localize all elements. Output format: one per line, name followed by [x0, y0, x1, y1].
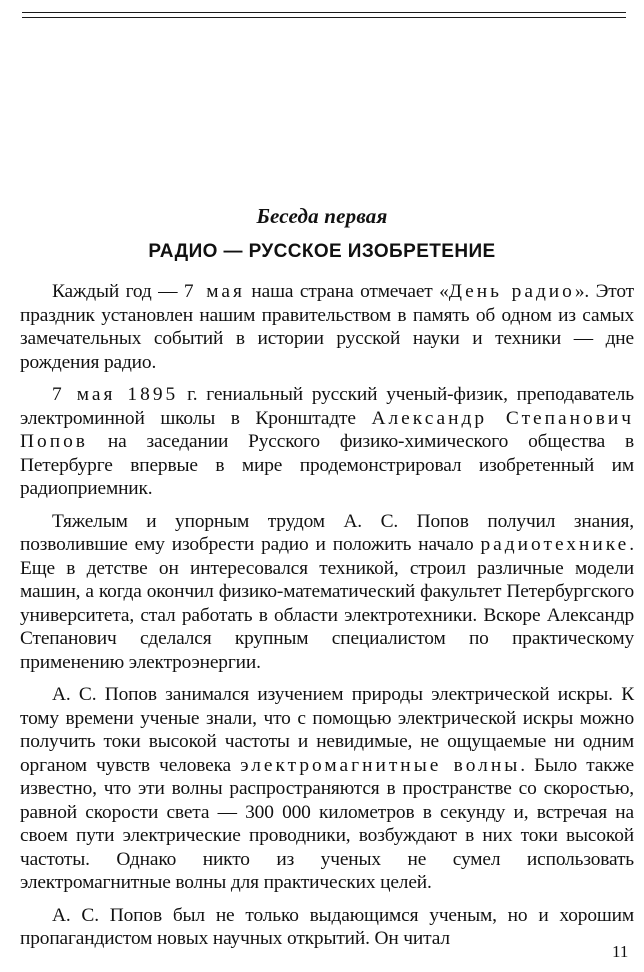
text-run: . Было также известно, что эти волны распространяются в пространстве со скоростью, равной скорости света — 300 000 километров в секунду и, встречая на своем пути электрические проводники, возбуждают в них токи высокой частоты. Однако никто из ученых не сумел использовать электромагнитные волны для практических целей.: [20, 754, 635, 893]
paragraph-4: [20, 683, 634, 895]
text-run: Тяжелым и упорным трудом А. С. Попов получил знания, позволившие ему изобрести радио и положить начало: [20, 510, 634, 555]
spaced-emphasis: электромагнитные волны: [240, 754, 521, 776]
text-run: ». Этот праздник установлен нашим правительством в память об одном из самых замечательных событий в истории русской науки и техники — дне рождения радио.: [20, 281, 634, 373]
spaced-emphasis: радиотехнике: [480, 534, 630, 555]
text-run: Каждый год —: [52, 281, 184, 302]
page-number: 11: [612, 942, 629, 961]
paragraph-1: [20, 280, 634, 374]
body-text: [20, 280, 634, 960]
chapter-subtitle: Беседа первая: [256, 204, 388, 228]
text-run: на заседании Русского физико-химического общества в Петербурге впервые в мире продемонстрировал изобретенный им радиоприемник.: [20, 431, 634, 499]
top-rule: [22, 12, 626, 13]
text-run: . Еще в детстве он интересовался техникой, строил различные модели машин, а когда окончил физико-математический факультет Петербургского университета, стал работать в области электротехники. Вскоре Александр Степанович сделался крупным специалистом по практическому применению электроэнергии.: [20, 534, 634, 673]
paragraph-2: [20, 383, 634, 501]
text-run: г. гениальный русский ученый-физик, преподаватель электроминной школы в Кронштадте: [20, 384, 634, 429]
text-run: наша страна отмечает «: [244, 281, 449, 302]
spaced-emphasis: 7 мая 1895: [52, 384, 179, 405]
paragraph-5: [20, 904, 634, 951]
text-run: А. С. Попов был не только выдающимся ученым, но и хорошим пропагандистом новых научных открытий. Он читал: [20, 904, 634, 949]
chapter-title: РАДИО — РУССКОЕ ИЗОБРЕТЕНИЕ: [148, 241, 496, 262]
spaced-emphasis: Александр Степанович Попов: [20, 407, 634, 452]
paragraph-3: [20, 510, 634, 675]
text-run: А. С. Попов занимался изучением природы электрической искры. К тому времени ученые знали, что с помощью электрической искры можно получить токи высокой частоты и невидимые, не ощущаемые ни одним органом чувств человека: [20, 684, 634, 776]
spaced-emphasis: 7 мая: [183, 281, 245, 302]
spaced-emphasis: День радио: [448, 281, 575, 302]
top-rule-secondary: [22, 17, 626, 18]
